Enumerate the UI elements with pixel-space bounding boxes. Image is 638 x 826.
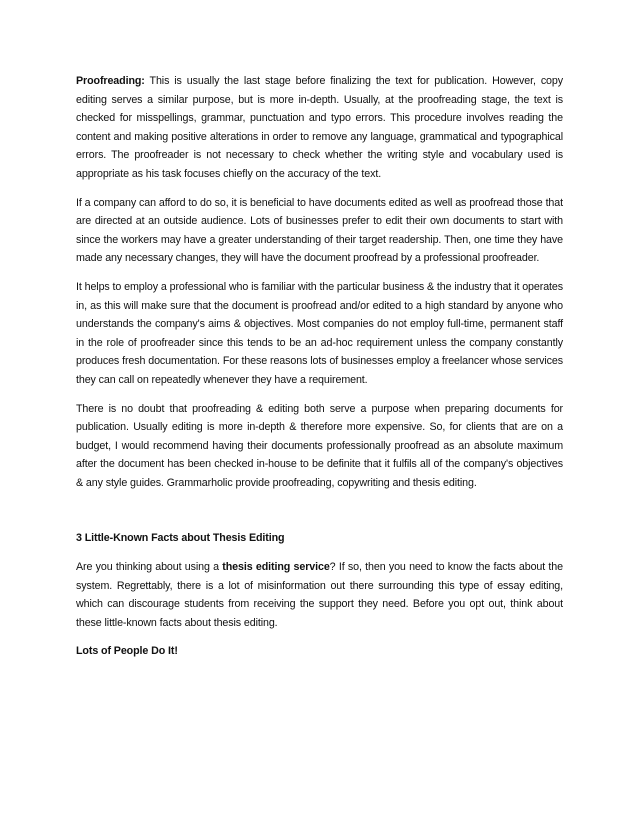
thesis-intro-after: ? If so, then you need to know the facts about the system. Regrettably, there is a lot of misinformation out there surrounding this type of essay editing, which can discourage students from receiving the support they need. Before you opt out, think about these little-known facts about thesis editing. — [76, 561, 563, 629]
proofreading-text: This is usually the last stage before finalizing the text for publication. However, copy editing serves a similar purpose, but is more in-depth. Usually, at the proofreading stage, the text is checked for misspellings, grammar, punctuation and typo errors. This procedure involves reading the content and making positive alterations in order to remove any language, grammatical and typographical errors. The proofreader is not necessary to check whether the writing style and vocabulary used is appropriate as his task focuses chiefly on the accuracy of the text. — [76, 75, 563, 180]
proofreading-term: Proofreading: — [76, 75, 145, 87]
paragraph-company-editing: If a company can afford to do so, it is beneficial to have documents edited as well as proofread those that are directed at an outside audience. Lots of businesses prefer to edit their own documents to start with since the workers may have a greater understanding of their target readership. Then, one time they have made any necessary changes, they will have the document proofread by a professional proofreader. — [76, 196, 563, 265]
paragraph-proofreading — [76, 72, 563, 184]
section-heading-thesis-editing: 3 Little-Known Facts about Thesis Editing — [76, 532, 285, 545]
thesis-editing-service-term: thesis editing service — [222, 561, 330, 574]
subheading-lots-of-people: Lots of People Do It! — [76, 645, 178, 658]
paragraph-professional: It helps to employ a professional who is familiar with the particular business & the industry that it operates in, as this will make sure that the document is proofread and/or edited to a high standard by anyone who understands the company's aims & objectives. Most companies do not employ full-time, permanent staff in the role of proofreader since this tends to be an ad-hoc requirement unless the company constantly produces fresh documentation. For these reasons lots of businesses employ a freelancer whose services they can call on repeatedly whenever they have a requirement. — [76, 280, 563, 386]
document-page — [76, 72, 563, 671]
thesis-intro-before: Are you thinking about using a — [76, 561, 223, 574]
paragraph-thesis-intro — [76, 558, 563, 632]
section-spacer — [76, 502, 563, 529]
paragraph-conclusion: There is no doubt that proofreading & editing both serve a purpose when preparing documents for publication. Usually editing is more in-depth & therefore more expensive. So, for clients that are on a budget, I would recommend having their documents professionally proofread as an absolute maximum after the document has been checked in-house to be definite that it fulfils all of the company's objectives & any style guides. Grammarholic provide proofreading, copywriting and thesis editing. — [76, 402, 563, 489]
